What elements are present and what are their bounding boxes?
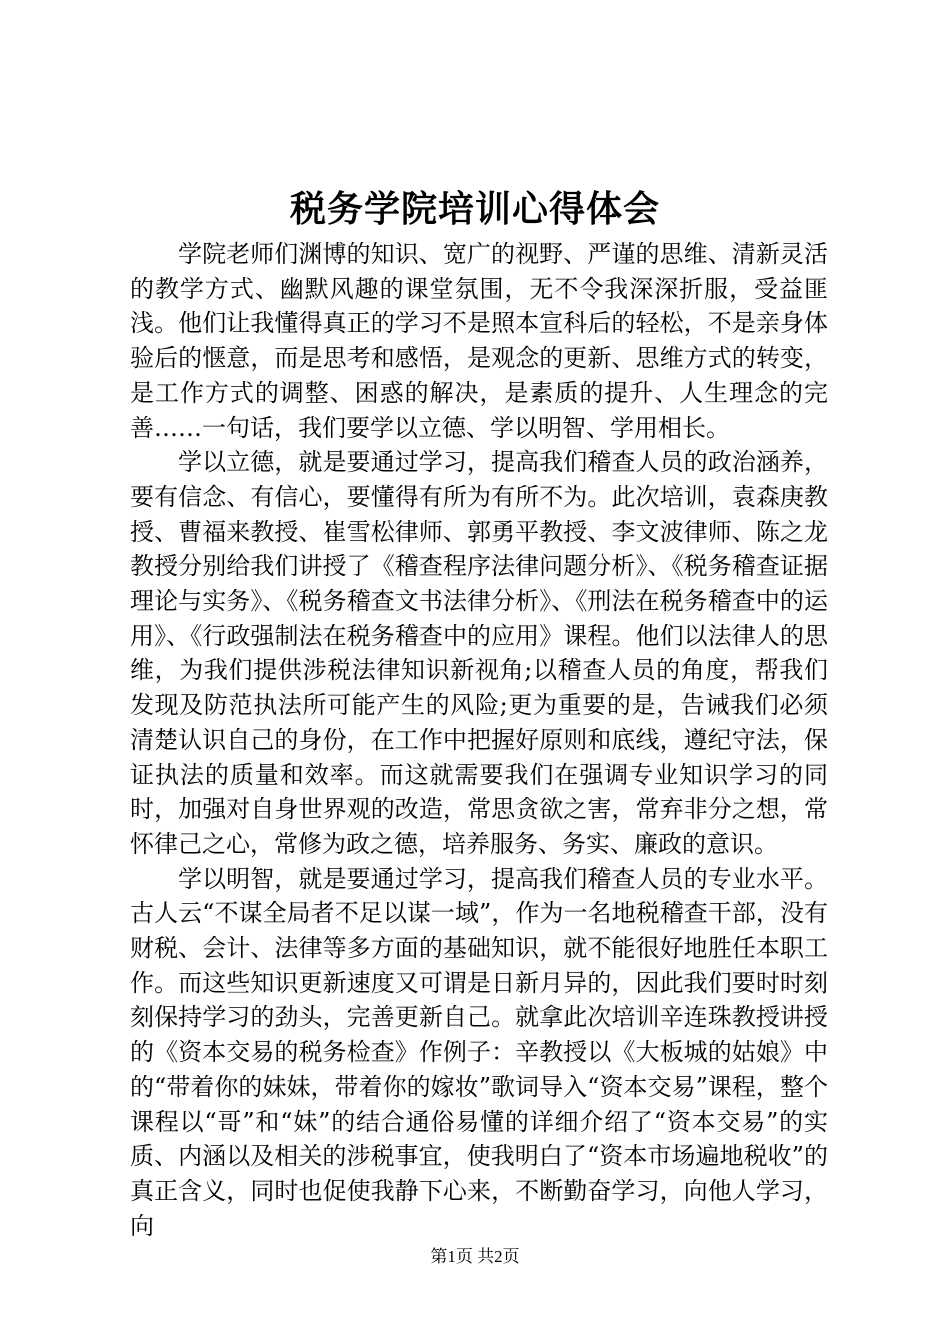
document-body — [130, 237, 828, 1243]
paragraph-learning-wisdom: 学以明智，就是要通过学习，提高我们稽查人员的专业水平。古人云“不谋全局者不足以谋一域”，作为一名地税稽查干部，没有财税、会计、法律等多方面的基础知识，就不能很好地胜任本职工作。而这些知识更新速度又可谓是日新月异的，因此我们要时时刻刻保持学习的劲头，完善更新自己。就拿此次培训辛连珠教授讲授的《资本交易的税务检查》作例子：辛教授以《大板城的姑娘》中的“带着你的妹妹，带着你的嫁妆”歌词导入“资本交易”课程，整个课程以“哥”和“妹”的结合通俗易懂的详细介绍了“资本交易”的实质、内涵以及相关的涉税事宜，使我明白了“资本市场遍地税收”的真正含义，同时也促使我静下心来，不断勤奋学习，向他人学习，向 — [130, 864, 828, 1240]
paragraph-learning-virtue: 学以立德，就是要通过学习，提高我们稽查人员的政治涵养，要有信念、有信心，要懂得有所为有所不为。此次培训，袁森庚教授、曹福来教授、崔雪松律师、郭勇平教授、李文波律师、陈之龙教授分别给我们讲授了《稽查程序法律问题分析》、《税务稽查证据理论与实务》、《税务稽查文书法律分析》、《刑法在税务稽查中的运用》、《行政强制法在税务稽查中的应用》课程。他们以法律人的思维，为我们提供涉税法律知识新视角;以稽查人员的角度，帮我们发现及防范执法所可能产生的风险;更为重要的是，告诫我们必须清楚认识自己的身份，在工作中把握好原则和底线，遵纪守法，保证执法的质量和效率。而这就需要我们在强调专业知识学习的同时，加强对自身世界观的改造，常思贪欲之害，常弃非分之想，常怀律己之心，常修为政之德，培养服务、务实、廉政的意识。 — [130, 448, 828, 858]
page-title: 税务学院培训心得体会 — [289, 188, 660, 230]
page-number: 第1页 共2页 — [430, 1247, 520, 1266]
paragraph-intro: 学院老师们渊博的知识、宽广的视野、严谨的思维、清新灵活的教学方式、幽默风趣的课堂氛围，无不令我深深折服，受益匪浅。他们让我懂得真正的学习不是照本宣科后的轻松，不是亲身体验后的惬意，而是思考和感悟，是观念的更新、思维方式的转变，是工作方式的调整、困惑的解决，是素质的提升、人生理念的完善……一句话，我们要学以立德、学以明智、学用相长。 — [130, 240, 828, 442]
